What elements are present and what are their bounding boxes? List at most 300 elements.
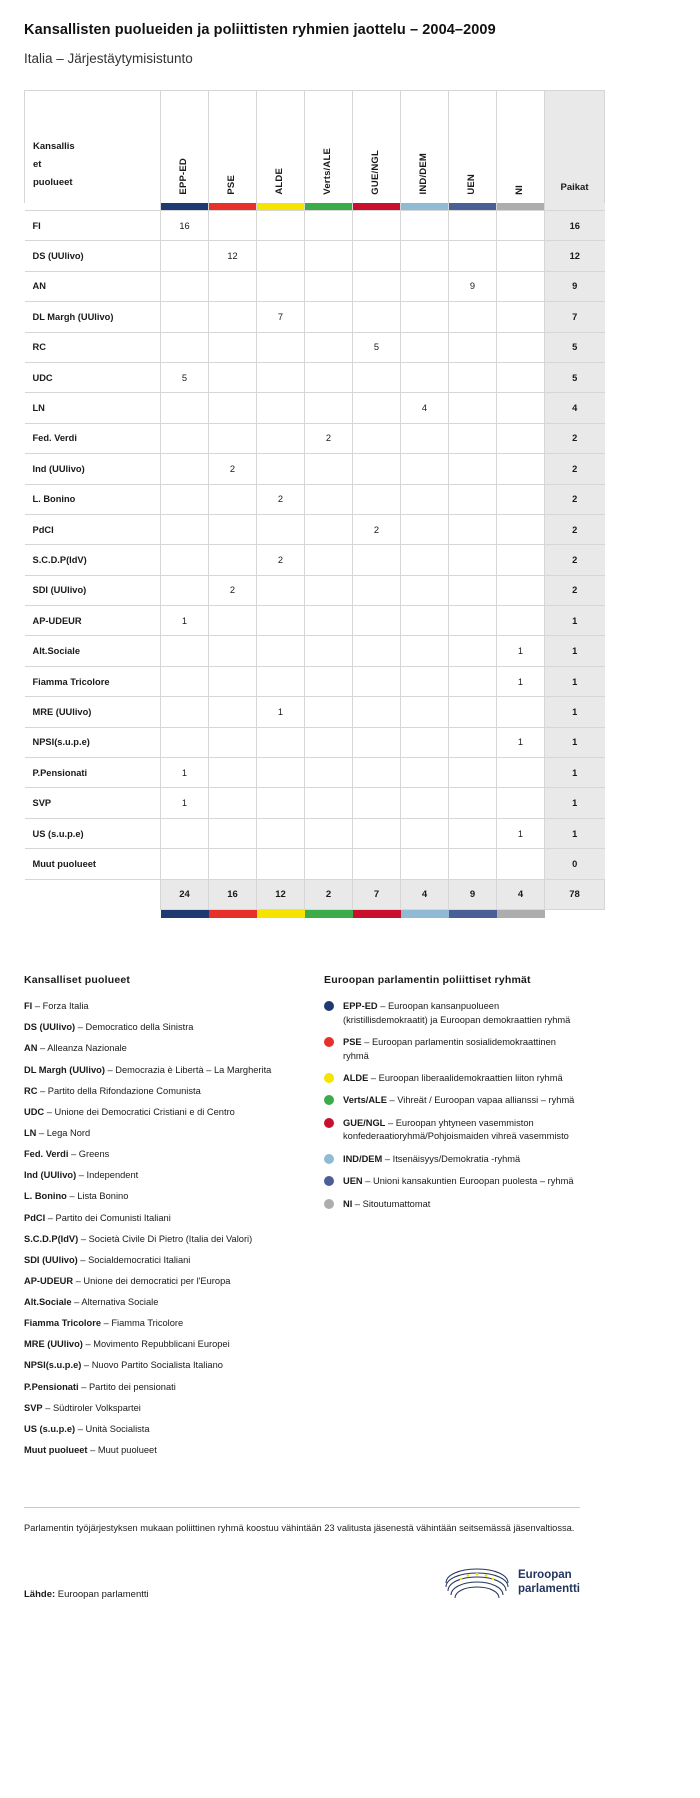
group-legend-desc: Euroopan liberaalidemokraattien liiton ryhmä: [378, 1072, 563, 1083]
seat-cell: [353, 362, 401, 392]
group-color-dot-icon: [324, 1095, 334, 1105]
seat-cell: [257, 393, 305, 423]
group-legend-item: [324, 1036, 580, 1063]
group-legend-desc: Unioni kansakuntien Euroopan puolesta – ryhmä: [372, 1176, 574, 1187]
row-total: 1: [545, 606, 605, 636]
seat-cell: [257, 575, 305, 605]
group-legend-item: [324, 1000, 580, 1027]
party-legend-name: Fiamma Tricolore: [111, 1318, 184, 1329]
seat-cell: [449, 454, 497, 484]
color-bar-verts-ale: [305, 203, 353, 211]
seat-cell: 2: [209, 454, 257, 484]
seat-cell: [353, 636, 401, 666]
bottom-color-bar-row: [25, 909, 605, 918]
table-row: [25, 849, 605, 879]
row-party-name: UDC: [25, 362, 161, 392]
seat-cell: 2: [257, 484, 305, 514]
seat-cell: [497, 545, 545, 575]
group-column-label: ALDE: [273, 167, 285, 195]
header-row: [25, 91, 605, 203]
seats-table-head: [25, 91, 605, 211]
seat-cell: [497, 697, 545, 727]
seat-cell: [401, 818, 449, 848]
seat-cell: [353, 697, 401, 727]
row-party-name: MRE (UUlivo): [25, 697, 161, 727]
seat-cell: 1: [161, 606, 209, 636]
total-column-header: Paikat: [545, 91, 605, 203]
party-legend-name: Nuovo Partito Socialista Italiano: [91, 1360, 223, 1371]
seat-cell: [209, 302, 257, 332]
group-column-header-alde: [257, 91, 305, 203]
group-total: 4: [497, 879, 545, 909]
party-legend-abbr: SDI (UUlivo): [24, 1254, 78, 1265]
seat-cell: [449, 758, 497, 788]
seat-cell: [449, 211, 497, 241]
table-row: [25, 636, 605, 666]
color-bar-spacer: [25, 203, 161, 211]
row-total: 2: [545, 545, 605, 575]
seat-cell: [161, 484, 209, 514]
seat-cell: [161, 271, 209, 301]
footnote: Parlamentin työjärjestyksen mukaan poliittinen ryhmä koostuu vähintään 23 valitusta jäsenestä vähintään seitsemässä jäsenvaltiossa.: [24, 1523, 575, 1534]
color-bar-ind-dem: [401, 203, 449, 211]
group-column-label: NI: [513, 184, 525, 195]
seat-cell: [305, 788, 353, 818]
party-legend-name: Movimento Repubblicani Europei: [93, 1339, 230, 1350]
seat-cell: [353, 606, 401, 636]
row-total: 2: [545, 454, 605, 484]
color-bar-alde: [257, 203, 305, 211]
party-legend-abbr: Fiamma Tricolore: [24, 1318, 101, 1329]
group-legend-text: PSE – Euroopan parlamentin sosialidemokraattinen ryhmä: [343, 1037, 556, 1061]
color-bar-epp-ed: [161, 203, 209, 211]
party-legend-name: Alleanza Nazionale: [47, 1043, 127, 1054]
seat-cell: [497, 484, 545, 514]
party-legend-abbr: LN: [24, 1127, 37, 1138]
group-column-header-epp-ed: [161, 91, 209, 203]
seat-cell: [257, 211, 305, 241]
seat-cell: [449, 697, 497, 727]
party-column-header: [25, 91, 161, 203]
seat-cell: [209, 636, 257, 666]
seat-cell: [353, 454, 401, 484]
group-total: 24: [161, 879, 209, 909]
seat-cell: [209, 332, 257, 362]
seat-cell: [449, 575, 497, 605]
seat-cell: [305, 241, 353, 271]
group-total: 16: [209, 879, 257, 909]
row-total: 7: [545, 302, 605, 332]
seat-cell: 1: [257, 697, 305, 727]
seat-cell: 2: [209, 575, 257, 605]
group-column-header-uen: [449, 91, 497, 203]
party-legend-item: AP-UDEUR – Unione dei democratici per l'Europa: [24, 1275, 231, 1286]
group-legend-item: [324, 1175, 580, 1188]
seat-cell: [449, 545, 497, 575]
party-legend-abbr: L. Bonino: [24, 1191, 67, 1202]
seat-cell: [449, 393, 497, 423]
seat-cell: [449, 302, 497, 332]
table-row: [25, 606, 605, 636]
seat-cell: [257, 818, 305, 848]
party-legend-item: Alt.Sociale – Alternativa Sociale: [24, 1297, 159, 1308]
seat-cell: [497, 211, 545, 241]
row-total: 2: [545, 514, 605, 544]
seat-cell: [497, 575, 545, 605]
party-legend-name: Lista Bonino: [77, 1191, 129, 1202]
seat-cell: [161, 302, 209, 332]
seat-cell: [353, 666, 401, 696]
party-legend-name: Unità Socialista: [85, 1423, 150, 1434]
table-row: [25, 332, 605, 362]
party-header-line-3: puolueet: [33, 177, 73, 189]
seat-cell: [497, 241, 545, 271]
table-row: [25, 697, 605, 727]
group-total: 2: [305, 879, 353, 909]
row-party-name: RC: [25, 332, 161, 362]
seat-cell: [161, 514, 209, 544]
seat-cell: 1: [497, 666, 545, 696]
color-bar-ni: [497, 203, 545, 211]
group-legend-desc: Euroopan parlamentin sosialidemokraattinen ryhmä: [343, 1037, 556, 1061]
seat-cell: [209, 423, 257, 453]
party-legend-item: SVP – Südtiroler Volkspartei: [24, 1402, 141, 1413]
seat-cell: [257, 241, 305, 271]
seat-cell: [257, 362, 305, 392]
group-legend-item: [324, 1153, 580, 1166]
group-column-header-ind-dem: [401, 91, 449, 203]
row-total: 1: [545, 818, 605, 848]
party-legend-name: Democrazia è Libertà – La Margherita: [115, 1064, 272, 1075]
bottom-color-bar-uen: [449, 909, 497, 918]
legend-section: [24, 974, 676, 1465]
seat-cell: [161, 393, 209, 423]
table-row: [25, 454, 605, 484]
table-row: [25, 818, 605, 848]
national-parties-legend-title: Kansalliset puolueet: [24, 974, 131, 987]
seat-cell: [209, 271, 257, 301]
group-legend-text: GUE/NGL – Euroopan yhtyneen vasemmiston konfederaatioryhmä/Pohjoismaiden vihreä vasemmisto: [343, 1117, 569, 1142]
row-total: 2: [545, 575, 605, 605]
row-total: 1: [545, 727, 605, 757]
seat-cell: [401, 849, 449, 879]
seat-cell: 1: [161, 788, 209, 818]
party-legend-item: UDC – Unione dei Democratici Cristiani e di Centro: [24, 1106, 235, 1117]
seat-cell: [305, 545, 353, 575]
row-party-name: DS (UUlivo): [25, 241, 161, 271]
table-row: [25, 545, 605, 575]
party-legend-item: RC – Partito della Rifondazione Comunista: [24, 1085, 201, 1096]
group-total: 12: [257, 879, 305, 909]
party-legend-abbr: PdCI: [24, 1212, 46, 1223]
party-legend-abbr: AN: [24, 1043, 38, 1054]
group-legend-item: [324, 1072, 580, 1085]
row-party-name: Fed. Verdi: [25, 423, 161, 453]
footer-divider: [24, 1507, 580, 1508]
seat-cell: [449, 241, 497, 271]
page-subtitle: Italia – Järjestäytymisistunto: [24, 51, 193, 66]
seat-cell: 2: [353, 514, 401, 544]
group-legend-text: UEN – Unioni kansakuntien Euroopan puolesta – ryhmä: [343, 1176, 574, 1187]
seat-cell: [401, 666, 449, 696]
group-legend-abbr: EPP-ED: [343, 1001, 378, 1012]
seat-cell: 16: [161, 211, 209, 241]
group-column-header-pse: [209, 91, 257, 203]
seat-cell: [401, 697, 449, 727]
seat-cell: [353, 241, 401, 271]
group-legend-desc: Euroopan yhtyneen vasemmiston konfederaatioryhmä/Pohjoismaiden vihreä vasemmisto: [343, 1117, 569, 1142]
group-column-header-verts-ale: [305, 91, 353, 203]
group-legend-text: NI – Sitoutumattomat: [343, 1198, 431, 1209]
seat-cell: [353, 423, 401, 453]
ep-logo-line-2: parlamentti: [518, 1583, 580, 1596]
seats-table-foot: [25, 879, 605, 918]
party-legend-item: FI – Forza Italia: [24, 1001, 89, 1012]
row-party-name: FI: [25, 211, 161, 241]
party-legend-item: Ind (UUlivo) – Independent: [24, 1170, 139, 1181]
table-row: [25, 575, 605, 605]
group-legend-abbr: IND/DEM: [343, 1153, 383, 1164]
bottom-color-bar-total-spacer: [545, 909, 605, 918]
seat-cell: [161, 454, 209, 484]
political-groups-list: [324, 1000, 580, 1211]
seat-cell: [305, 332, 353, 362]
row-party-name: Fiamma Tricolore: [25, 666, 161, 696]
group-color-dot-icon: [324, 1176, 334, 1186]
party-legend-item: MRE (UUlivo) – Movimento Repubblicani Europei: [24, 1339, 230, 1350]
seat-cell: [401, 332, 449, 362]
seat-cell: [257, 758, 305, 788]
party-header-line-1: Kansallis: [33, 141, 75, 153]
seat-cell: [209, 484, 257, 514]
table-row: [25, 788, 605, 818]
seat-cell: [449, 606, 497, 636]
ep-flag-icon: [444, 1566, 510, 1600]
party-legend-name: Südtiroler Volkspartei: [52, 1402, 141, 1413]
row-total: 16: [545, 211, 605, 241]
party-legend-abbr: DL Margh (UUlivo): [24, 1064, 105, 1075]
color-bar-pse: [209, 203, 257, 211]
seat-cell: 2: [257, 545, 305, 575]
seat-cell: [353, 302, 401, 332]
color-bar-uen: [449, 203, 497, 211]
seat-cell: [305, 575, 353, 605]
seat-cell: [161, 849, 209, 879]
row-total: 9: [545, 271, 605, 301]
row-party-name: SVP: [25, 788, 161, 818]
group-column-header-ni: [497, 91, 545, 203]
seat-cell: [209, 545, 257, 575]
seat-cell: [497, 514, 545, 544]
group-color-dot-icon: [324, 1037, 334, 1047]
seat-cell: [209, 758, 257, 788]
table-row: [25, 362, 605, 392]
party-legend-item: DL Margh (UUlivo) – Democrazia è Libertà – La Margherita: [24, 1064, 272, 1075]
seat-cell: [305, 606, 353, 636]
seat-cell: [401, 606, 449, 636]
seat-cell: [305, 514, 353, 544]
seat-cell: [305, 697, 353, 727]
party-legend-name: Unione dei Democratici Cristiani e di Centro: [54, 1106, 235, 1117]
party-legend-abbr: US (s.u.p.e): [24, 1423, 76, 1434]
seat-cell: [401, 362, 449, 392]
party-legend-abbr: AP-UDEUR: [24, 1275, 74, 1286]
party-legend-abbr: MRE (UUlivo): [24, 1339, 83, 1350]
group-legend-text: ALDE – Euroopan liberaalidemokraattien liiton ryhmä: [343, 1072, 563, 1083]
group-legend-item: [324, 1094, 580, 1107]
party-legend-name: Forza Italia: [42, 1001, 89, 1012]
seats-table-wrap: [24, 90, 589, 918]
seat-cell: [209, 788, 257, 818]
group-column-label: IND/DEM: [417, 152, 429, 195]
seat-cell: [401, 514, 449, 544]
seat-cell: 7: [257, 302, 305, 332]
bottom-color-bar-verts-ale: [305, 909, 353, 918]
seat-cell: [401, 545, 449, 575]
seat-cell: [161, 545, 209, 575]
seat-cell: [209, 362, 257, 392]
row-party-name: P.Pensionati: [25, 758, 161, 788]
seat-cell: 1: [497, 818, 545, 848]
ep-logo: [444, 1566, 580, 1600]
group-legend-item: [324, 1198, 580, 1211]
group-legend-desc: Sitoutumattomat: [362, 1198, 431, 1209]
table-row: [25, 666, 605, 696]
party-legend-abbr: Alt.Sociale: [24, 1297, 72, 1308]
seat-cell: [305, 666, 353, 696]
seat-cell: [305, 849, 353, 879]
page-title: Kansallisten puolueiden ja poliittisten ryhmien jaottelu – 2004–2009: [24, 22, 496, 38]
row-party-name: Ind (UUlivo): [25, 454, 161, 484]
seat-cell: [401, 636, 449, 666]
source-text: [24, 1589, 149, 1600]
party-legend-item: S.C.D.P(IdV) – Società Civile Di Pietro (Italia dei Valori): [24, 1233, 253, 1244]
seat-cell: [209, 211, 257, 241]
bottom-color-bar-ind-dem: [401, 909, 449, 918]
row-total: 12: [545, 241, 605, 271]
seats-table: [24, 90, 605, 918]
seat-cell: [401, 302, 449, 332]
seat-cell: [209, 818, 257, 848]
group-legend-item: [324, 1117, 580, 1144]
party-legend-abbr: SVP: [24, 1402, 43, 1413]
table-row: [25, 758, 605, 788]
seat-cell: [257, 332, 305, 362]
row-party-name: US (s.u.p.e): [25, 818, 161, 848]
color-bar-total-spacer: [545, 203, 605, 211]
row-total: 5: [545, 332, 605, 362]
grand-total: 78: [545, 879, 605, 909]
group-legend-text: Verts/ALE – Vihreät / Euroopan vapaa allianssi – ryhmä: [343, 1095, 575, 1106]
seat-cell: [497, 393, 545, 423]
seat-cell: 1: [497, 636, 545, 666]
group-legend-abbr: PSE: [343, 1037, 362, 1048]
group-color-dot-icon: [324, 1154, 334, 1164]
table-row: [25, 727, 605, 757]
group-legend-desc: Vihreät / Euroopan vapaa allianssi – ryhmä: [397, 1095, 575, 1106]
seat-cell: [257, 606, 305, 636]
seat-cell: [401, 575, 449, 605]
political-groups-legend-title: Euroopan parlamentin poliittiset ryhmät: [324, 974, 531, 987]
seat-cell: [449, 818, 497, 848]
group-column-label: Verts/ALE: [321, 147, 333, 195]
totals-row-spacer: [25, 879, 161, 909]
seat-cell: 1: [497, 727, 545, 757]
seat-cell: [305, 393, 353, 423]
seat-cell: [353, 849, 401, 879]
party-legend-name: Independent: [86, 1170, 139, 1181]
seat-cell: [161, 818, 209, 848]
table-row: [25, 393, 605, 423]
seat-cell: [257, 727, 305, 757]
party-header-line-2: et: [33, 159, 42, 171]
party-legend-abbr: DS (UUlivo): [24, 1022, 76, 1033]
group-legend-abbr: UEN: [343, 1176, 363, 1187]
political-groups-legend: [324, 974, 580, 1465]
party-legend-item: Fiamma Tricolore – Fiamma Tricolore: [24, 1318, 184, 1329]
seat-cell: [257, 423, 305, 453]
party-legend-name: Greens: [78, 1149, 110, 1160]
row-party-name: DL Margh (UUlivo): [25, 302, 161, 332]
party-legend-name: Muut puolueet: [97, 1445, 157, 1456]
group-total: 4: [401, 879, 449, 909]
seat-cell: [353, 271, 401, 301]
seat-cell: 1: [161, 758, 209, 788]
row-party-name: PdCI: [25, 514, 161, 544]
group-column-label: PSE: [225, 174, 237, 195]
seat-cell: [209, 849, 257, 879]
row-total: 1: [545, 758, 605, 788]
party-legend-abbr: P.Pensionati: [24, 1381, 79, 1392]
group-legend-abbr: ALDE: [343, 1072, 369, 1083]
group-legend-abbr: GUE/NGL: [343, 1117, 386, 1128]
seat-cell: [353, 545, 401, 575]
seat-cell: [449, 636, 497, 666]
row-total: 1: [545, 666, 605, 696]
seat-cell: [209, 606, 257, 636]
national-parties-legend: [24, 974, 324, 1465]
group-column-label: GUE/NGL: [369, 149, 381, 195]
party-legend-name: Socialdemocratici Italiani: [88, 1254, 191, 1265]
seat-cell: [497, 302, 545, 332]
group-color-dot-icon: [324, 1073, 334, 1083]
row-party-name: AP-UDEUR: [25, 606, 161, 636]
party-legend-item: L. Bonino – Lista Bonino: [24, 1191, 129, 1202]
party-legend-abbr: RC: [24, 1085, 38, 1096]
source-label: Lähde:: [24, 1589, 56, 1601]
table-row: [25, 484, 605, 514]
party-legend-item: US (s.u.p.e) – Unità Socialista: [24, 1423, 150, 1434]
group-legend-desc: Itsenäisyys/Demokratia -ryhmä: [392, 1153, 521, 1164]
party-legend-name: Partito dei pensionati: [88, 1381, 176, 1392]
seat-cell: [161, 727, 209, 757]
seat-cell: 5: [161, 362, 209, 392]
seat-cell: [161, 241, 209, 271]
seat-cell: [257, 514, 305, 544]
bottom-color-bar-pse: [209, 909, 257, 918]
row-party-name: Alt.Sociale: [25, 636, 161, 666]
seat-cell: 12: [209, 241, 257, 271]
seat-cell: [401, 484, 449, 514]
bottom-color-bar-spacer: [25, 909, 161, 918]
group-column-label: UEN: [465, 173, 477, 195]
page-header: [0, 0, 700, 66]
seat-cell: [353, 211, 401, 241]
party-legend-item: Muut puolueet – Muut puolueet: [24, 1445, 157, 1456]
seat-cell: [401, 241, 449, 271]
seat-cell: [161, 575, 209, 605]
national-parties-list: [24, 1000, 324, 1457]
